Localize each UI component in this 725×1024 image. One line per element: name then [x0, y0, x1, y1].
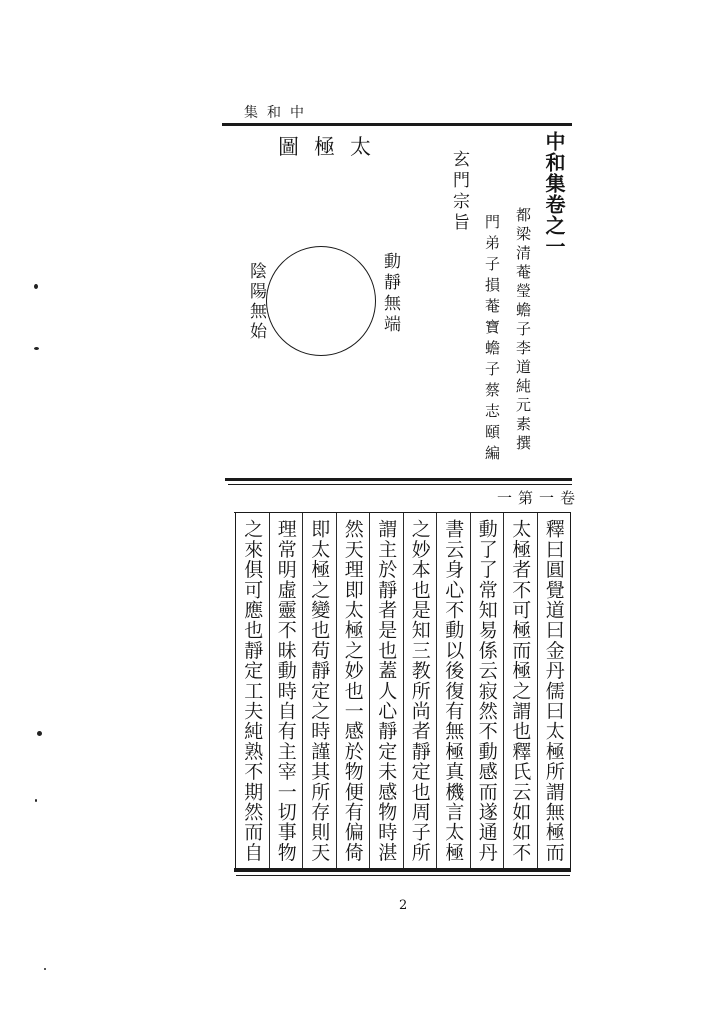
text-column — [302, 513, 336, 869]
diagram-left-label: 陰陽無始 — [246, 262, 266, 342]
page-number: 2 — [399, 898, 408, 913]
section-divider-thin — [228, 484, 572, 485]
text-column — [537, 513, 571, 869]
text-column — [336, 513, 370, 869]
text-column — [503, 513, 537, 869]
scan-speck — [34, 347, 39, 350]
section-title: 玄門宗旨 — [449, 150, 469, 234]
scan-speck — [34, 284, 38, 289]
diagram-right-label: 動靜無端 — [380, 252, 400, 336]
text-column — [369, 513, 403, 869]
column-text: 之來俱可應也靜定工夫純熟不期然而自 — [241, 519, 264, 863]
bottom-rule — [234, 868, 571, 872]
top-rule — [222, 123, 572, 126]
text-column — [269, 513, 303, 869]
column-text: 謂主於靜者是也蓋人心靜定未感物時湛 — [375, 519, 398, 863]
column-text: 即太極之變也苟靜定之時謹其所存則天 — [308, 519, 331, 863]
volume-title: 中和集卷之一 — [542, 131, 566, 257]
text-block — [234, 512, 571, 869]
editor-line: 門弟子損菴寶蟾子蔡志頤編 — [483, 214, 501, 466]
text-column — [470, 513, 504, 869]
running-title: 集和中 — [244, 105, 313, 121]
column-text: 動了了常知易係云寂然不動感而遂通丹 — [475, 519, 498, 863]
text-column — [235, 513, 269, 869]
bottom-rule-thin — [236, 875, 570, 876]
author-line: 都梁清菴瑩蟾子李道純元素撰 — [514, 207, 532, 454]
page-marker: 一第一卷 — [497, 489, 582, 507]
diagram-title: 圖極太 — [278, 135, 386, 159]
column-text: 太極者不可極而極之謂也釋氏云如如不 — [509, 519, 532, 863]
scan-speck — [35, 799, 37, 802]
scan-speck — [44, 968, 46, 970]
section-divider — [225, 478, 572, 481]
column-text: 然天理即太極之妙也一感於物便有偏倚 — [341, 519, 364, 863]
text-column — [436, 513, 470, 869]
column-text: 理常明虛靈不昧動時自有主宰一切事物 — [274, 519, 297, 863]
column-text: 釋曰圓覺道曰金丹儒曰太極所謂無極而 — [542, 519, 565, 863]
column-text: 書云身心不動以後復有無極真機言太極 — [442, 519, 465, 863]
scan-speck — [37, 731, 42, 736]
text-column — [403, 513, 437, 869]
column-text: 之妙本也是知三教所尚者靜定也周子所 — [408, 519, 431, 863]
taiji-circle — [266, 246, 376, 356]
